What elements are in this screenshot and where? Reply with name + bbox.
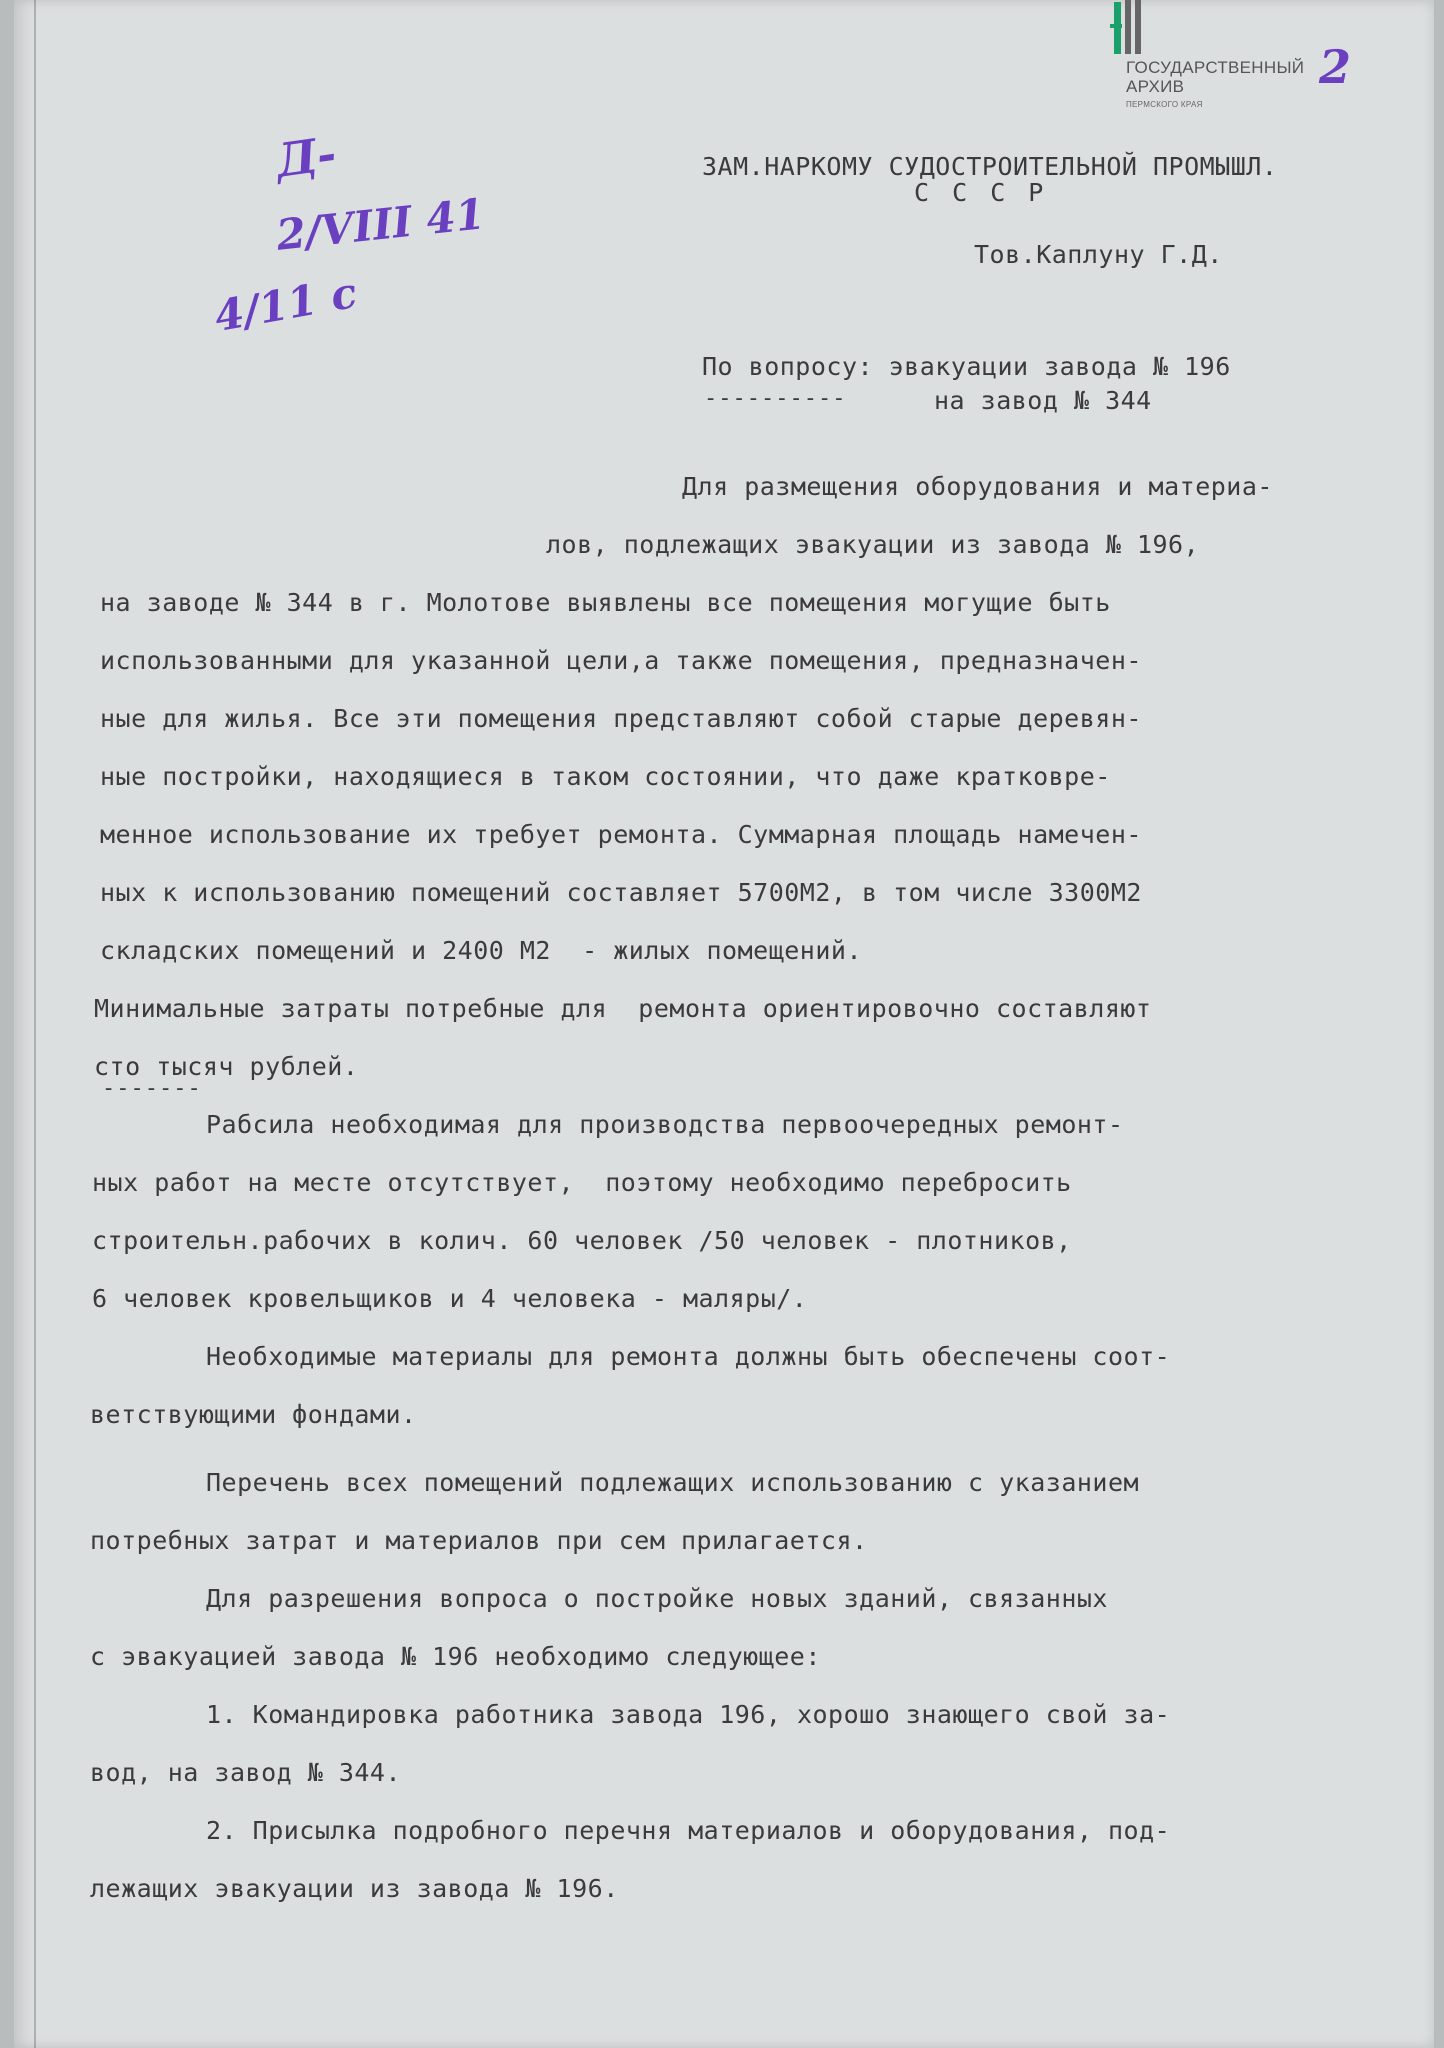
body-line: с эвакуацией завода № 196 необходимо следующее:	[90, 1642, 821, 1671]
body-line: ных к использованию помещений составляет 5700М2, в том числе 3300М2	[100, 878, 1142, 907]
body-line: менное использование их требует ремонта. Суммарная площадь намечен-	[100, 820, 1142, 849]
page-number: 2	[1319, 40, 1352, 94]
body-line: использованными для указанной цели,а также помещения, предназначен-	[100, 646, 1142, 675]
archive-name	[1126, 58, 1304, 96]
handwritten-note-line2: 2/VIII 41	[274, 189, 488, 260]
body-line: 1. Командировка работника завода 196, хорошо знающего свой за-	[206, 1700, 1171, 1729]
body-line: 2. Присылка подробного перечня материалов и оборудования, под-	[206, 1816, 1171, 1845]
body-line: лежащих эвакуации из завода № 196.	[90, 1874, 619, 1903]
body-line: Минимальные затраты потребные для ремонта ориентировочно составляют	[94, 994, 1152, 1023]
body-line: ветствующими фондами.	[90, 1400, 417, 1429]
subject-line1: По вопросу: эвакуации завода № 196	[702, 352, 1231, 381]
body-line: вод, на завод № 344.	[90, 1758, 402, 1787]
archive-logo	[1104, 0, 1329, 110]
addressee-line2: С С С Р	[914, 178, 1048, 207]
body-line: ных работ на месте отсутствует, поэтому необходимо перебросить	[92, 1168, 1072, 1197]
archive-name-line3: ПЕРМСКОГО КРАЯ	[1126, 100, 1203, 109]
handwritten-note-line3: 4/11 с	[210, 267, 361, 342]
subject-underline: ----------	[704, 386, 847, 411]
body-line: потребных затрат и материалов при сем прилагается.	[90, 1526, 868, 1555]
body-line: лов, подлежащих эвакуации из завода № 196,	[546, 530, 1200, 559]
body-line: ные постройки, находящиеся в таком состоянии, что даже кратковре-	[100, 762, 1111, 791]
body-line: 6 человек кровельщиков и 4 человека - маляры/.	[92, 1284, 808, 1313]
handwritten-note-line1: Д-	[272, 126, 340, 188]
body-line: Для размещения оборудования и материа-	[682, 472, 1273, 501]
sum-underline: -------	[102, 1076, 202, 1101]
archive-columns-logo-icon	[1110, 0, 1160, 56]
document-sheet	[14, 0, 1434, 2048]
body-line: складских помещений и 2400 М2 - жилых помещений.	[100, 936, 863, 965]
body-line: на заводе № 344 в г. Молотове выявлены все помещения могущие быть	[100, 588, 1111, 617]
body-line: Перечень всех помещений подлежащих использованию с указанием	[206, 1468, 1140, 1497]
body-line: Рабсила необходимая для производства первоочередных ремонт-	[206, 1110, 1124, 1139]
archive-name-line2: АРХИВ	[1126, 77, 1185, 96]
archive-name-line1: ГОСУДАРСТВЕННЫЙ	[1126, 58, 1305, 77]
body-line: Необходимые материалы для ремонта должны быть обеспечены соот-	[206, 1342, 1171, 1371]
body-line: Для разрешения вопроса о постройке новых зданий, связанных	[206, 1584, 1108, 1613]
left-edge-line	[34, 0, 36, 2048]
body-line: строительн.рабочих в колич. 60 человек /50 человек - плотников,	[92, 1226, 1072, 1255]
body-line: ные для жилья. Все эти помещения представляют собой старые деревян-	[100, 704, 1142, 733]
addressee-line3: Тов.Каплуну Г.Д.	[974, 240, 1223, 269]
body-line: сто тысяч рублей.	[94, 1052, 359, 1081]
subject-line2: на завод № 344	[934, 386, 1152, 415]
addressee-line1: ЗАМ.НАРКОМУ СУДОСТРОИТЕЛЬНОЙ ПРОМЫШЛ.	[702, 152, 1278, 181]
